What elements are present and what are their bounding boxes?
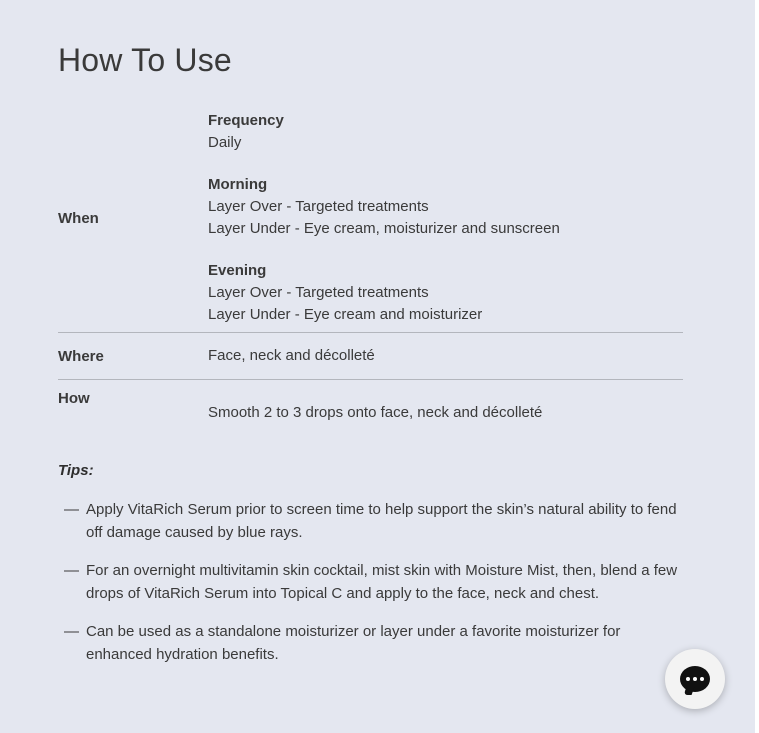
chat-button[interactable] <box>665 649 725 709</box>
usage-table <box>58 104 683 440</box>
evening-line: Layer Over - Targeted treatments <box>208 284 429 301</box>
usage-content-where: Face, neck and décolleté <box>208 347 375 364</box>
page-edge <box>755 0 759 733</box>
morning-line: Layer Over - Targeted treatments <box>208 198 429 215</box>
morning-title: Morning <box>208 176 268 193</box>
usage-content-how: Smooth 2 to 3 drops onto face, neck and décolleté <box>208 404 543 421</box>
tip-dash-icon: — <box>64 623 79 640</box>
tip-item <box>64 498 684 544</box>
dot-icon <box>700 677 704 681</box>
morning-line: Layer Under - Eye cream, moisturizer and sunscreen <box>208 220 560 237</box>
dot-icon <box>693 677 697 681</box>
tip-item <box>64 620 684 666</box>
tip-dash-icon: — <box>64 501 79 518</box>
tip-text: For an overnight multivitamin skin cocktail, mist skin with Moisture Mist, then, blend a few drops of VitaRich Serum into Topical C and apply to the face, neck and chest. <box>86 562 678 602</box>
tips-heading: Tips: <box>58 462 94 479</box>
usage-label-when: When <box>58 209 99 227</box>
usage-content-when <box>208 110 683 326</box>
chat-bubble-icon <box>680 666 710 692</box>
evening-block <box>208 260 683 326</box>
tips-list <box>64 498 684 681</box>
frequency-title: Frequency <box>208 112 284 129</box>
dot-icon <box>686 677 690 681</box>
page-title: How To Use <box>58 42 232 78</box>
usage-row-how <box>58 380 683 440</box>
usage-row-when <box>58 104 683 333</box>
usage-label-where: Where <box>58 347 104 365</box>
usage-row-where <box>58 333 683 380</box>
evening-line: Layer Under - Eye cream and moisturizer <box>208 306 483 323</box>
tip-text: Can be used as a standalone moisturizer or layer under a favorite moisturizer for enhanced hydration benefits. <box>86 623 621 663</box>
frequency-line: Daily <box>208 134 242 151</box>
usage-label-how: How <box>58 390 90 407</box>
tip-item <box>64 559 684 605</box>
morning-block <box>208 174 683 240</box>
frequency-block <box>208 110 683 154</box>
tip-dash-icon: — <box>64 562 79 579</box>
evening-title: Evening <box>208 262 267 279</box>
tip-text: Apply VitaRich Serum prior to screen time to help support the skin’s natural ability to fend off damage caused by blue rays. <box>86 501 677 541</box>
